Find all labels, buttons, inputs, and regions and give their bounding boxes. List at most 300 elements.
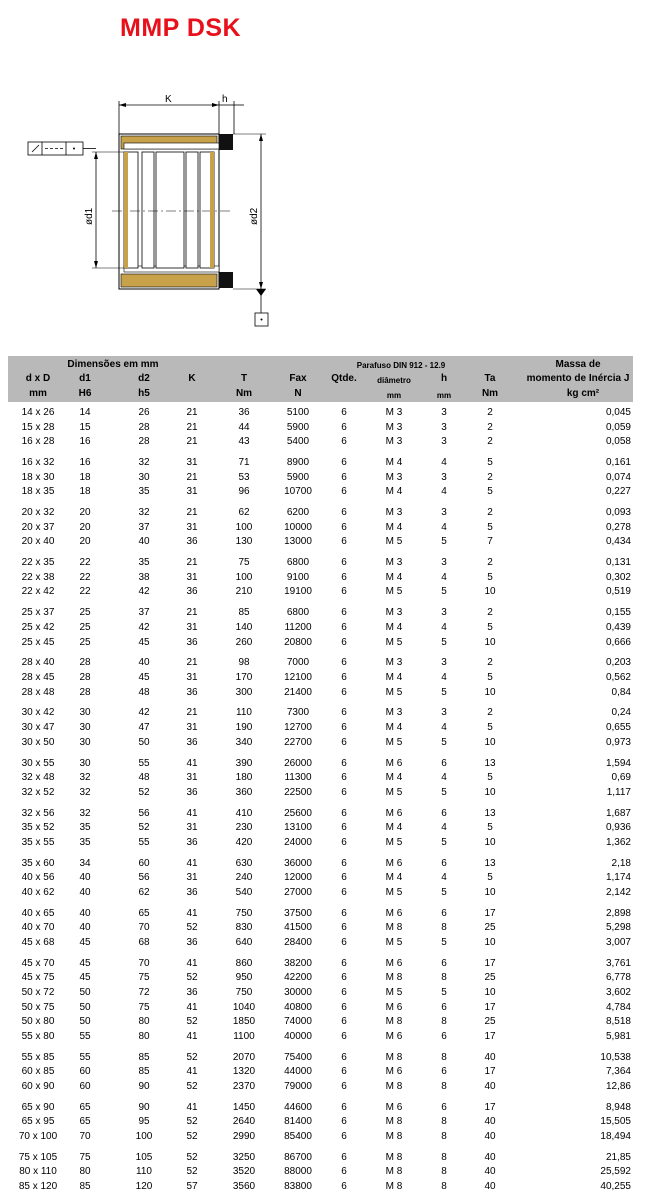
table-cell: 35 x 60 — [21, 857, 55, 869]
table-cell: 3,761 — [605, 957, 631, 969]
table-cell: 30 x 42 — [21, 707, 55, 719]
table-cell: 1,362 — [605, 836, 631, 848]
table-cell: 5 — [441, 987, 447, 999]
table-cell: 71 — [238, 457, 250, 469]
table-cell: 31 — [186, 722, 198, 734]
table-row — [8, 736, 633, 751]
table-row — [8, 571, 633, 586]
table-row — [8, 1130, 633, 1145]
table-cell: 42200 — [284, 972, 312, 984]
dim-h-label: h — [222, 94, 228, 105]
table-cell: 6 — [341, 1130, 347, 1142]
table-cell: 140 — [235, 621, 253, 633]
table-cell: 70 — [138, 922, 150, 934]
table-cell: 7300 — [286, 707, 310, 719]
col-diam: diâmetro — [377, 376, 411, 385]
col-Ta: Ta — [484, 373, 496, 384]
table-cell: 410 — [235, 807, 253, 819]
table-cell: 42 — [138, 621, 150, 633]
table-cell: 65 x 95 — [21, 1116, 55, 1128]
table-cell: 31 — [186, 872, 198, 884]
table-cell: 10 — [484, 636, 496, 648]
table-cell: 12000 — [284, 872, 312, 884]
table-cell: 3 — [441, 471, 447, 483]
table-cell: 20 x 32 — [21, 507, 55, 519]
table-cell: 2 — [487, 421, 493, 433]
col-d2: d2 — [138, 373, 150, 384]
table-cell: 22 — [79, 557, 91, 569]
table-cell: M 4 — [385, 872, 403, 884]
table-cell: 40 — [79, 886, 91, 898]
table-cell: 40 x 56 — [21, 872, 55, 884]
table-cell: 0,074 — [605, 471, 631, 483]
table-cell: 41 — [186, 1001, 198, 1013]
table-header — [8, 356, 633, 402]
header-dimensions: Dimensões em mm — [67, 359, 159, 370]
table-cell: 0,519 — [605, 586, 631, 598]
table-row — [8, 971, 633, 986]
table-cell: 36 — [186, 987, 198, 999]
table-cell: 5,298 — [605, 922, 631, 934]
table-cell: 65 — [79, 1116, 91, 1128]
table-cell: 56 — [138, 807, 150, 819]
table-cell: 36 — [238, 407, 250, 418]
table-cell: 2,898 — [605, 907, 631, 919]
table-cell: 260 — [235, 636, 253, 648]
table-row — [8, 1101, 633, 1116]
table-row — [8, 986, 633, 1001]
table-cell: 22 — [79, 571, 91, 583]
table-cell: 0,562 — [605, 671, 631, 683]
table-cell: 25 — [79, 607, 91, 619]
table-cell: 11200 — [284, 621, 312, 633]
table-cell: 17 — [484, 1066, 496, 1078]
table-cell: 15 x 28 — [21, 421, 55, 433]
table-cell: 2,18 — [611, 857, 631, 869]
table-cell: 55 — [79, 1051, 91, 1063]
table-cell: 30000 — [284, 987, 312, 999]
table-cell: 36 — [186, 536, 198, 548]
table-cell: 86700 — [284, 1151, 312, 1163]
table-cell: 28 — [138, 436, 150, 448]
table-cell: 6800 — [286, 557, 310, 569]
table-cell: 52 — [138, 786, 150, 798]
table-cell: 12700 — [284, 722, 312, 734]
table-cell: 57 — [186, 1181, 198, 1193]
table-cell: 3 — [441, 657, 447, 669]
table-cell: 21 — [186, 707, 198, 719]
table-cell: 4 — [441, 822, 447, 834]
table-row — [8, 506, 633, 521]
table-cell: 340 — [235, 736, 253, 748]
table-cell: 0,058 — [605, 436, 631, 448]
table-cell: 36 — [186, 736, 198, 748]
table-cell: 6 — [341, 407, 347, 418]
table-cell: 105 — [135, 1151, 153, 1163]
table-cell: 45 — [138, 636, 150, 648]
table-cell: 6 — [341, 521, 347, 533]
table-row — [8, 786, 633, 801]
table-cell: 2 — [487, 471, 493, 483]
table-cell: 52 — [186, 922, 198, 934]
table-cell: 0,059 — [605, 421, 631, 433]
table-cell: 0,434 — [605, 536, 631, 548]
table-cell: 90 — [138, 1080, 150, 1092]
table-cell: 28 — [79, 686, 91, 698]
table-cell: 21,85 — [605, 1151, 631, 1163]
table-cell: 2 — [487, 607, 493, 619]
table-row — [8, 456, 633, 471]
table-cell: 6 — [341, 607, 347, 619]
table-cell: M 8 — [385, 1116, 403, 1128]
table-cell: M 5 — [385, 836, 403, 848]
table-cell: 120 — [135, 1181, 153, 1193]
table-cell: M 4 — [385, 822, 403, 834]
table-cell: 56 — [138, 872, 150, 884]
table-cell: 630 — [235, 857, 253, 869]
table-cell: 100 — [235, 521, 253, 533]
table-cell: 20800 — [284, 636, 312, 648]
table-cell: 2 — [487, 507, 493, 519]
table-cell: 20 — [79, 521, 91, 533]
table-cell: 10 — [484, 987, 496, 999]
table-cell: 5 — [441, 586, 447, 598]
table-cell: 52 — [186, 1130, 198, 1142]
table-cell: 85 — [138, 1051, 150, 1063]
table-cell: M 8 — [385, 1080, 403, 1092]
table-cell: 5 — [441, 786, 447, 798]
table-row — [8, 1165, 633, 1180]
table-cell: 3560 — [232, 1181, 256, 1193]
table-cell: 52 — [186, 1166, 198, 1178]
table-cell: 6 — [341, 987, 347, 999]
table-cell: 6 — [341, 1030, 347, 1042]
table-cell: 0,439 — [605, 621, 631, 633]
table-cell: 0,666 — [605, 636, 631, 648]
table-cell: 88000 — [284, 1166, 312, 1178]
table-cell: 540 — [235, 886, 253, 898]
table-cell: 31 — [186, 486, 198, 498]
table-cell: M 3 — [385, 657, 403, 669]
table-cell: 0,302 — [605, 571, 631, 583]
table-row — [8, 886, 633, 901]
table-cell: 5 — [441, 686, 447, 698]
table-cell: 18 — [79, 486, 91, 498]
table-cell: 41 — [186, 1066, 198, 1078]
table-cell: M 6 — [385, 857, 403, 869]
table-cell: 17 — [484, 1030, 496, 1042]
table-cell: 25 — [484, 972, 496, 984]
table-cell: M 6 — [385, 807, 403, 819]
table-cell: 24000 — [284, 836, 312, 848]
dim-k-label: K — [165, 94, 172, 105]
table-row — [8, 671, 633, 686]
table-cell: 36 — [186, 886, 198, 898]
table-cell: M 3 — [385, 421, 403, 433]
table-cell: M 4 — [385, 521, 403, 533]
table-cell: 170 — [235, 671, 253, 683]
row-group — [8, 606, 633, 650]
table-cell: 10 — [484, 886, 496, 898]
table-cell: 0,131 — [605, 557, 631, 569]
table-cell: 60 x 85 — [21, 1066, 55, 1078]
table-cell: 6 — [341, 1101, 347, 1113]
table-cell: M 5 — [385, 686, 403, 698]
table-cell: 55 x 80 — [21, 1030, 55, 1042]
table-cell: 6 — [341, 1051, 347, 1063]
table-cell: 6 — [341, 972, 347, 984]
table-cell: 70 x 100 — [18, 1130, 58, 1142]
table-cell: 10 — [484, 786, 496, 798]
table-cell: 750 — [235, 987, 253, 999]
table-cell: 6 — [341, 1080, 347, 1092]
table-cell: 32 x 52 — [21, 786, 55, 798]
table-cell: 35 x 52 — [21, 822, 55, 834]
table-cell: 4 — [441, 671, 447, 683]
table-cell: M 5 — [385, 586, 403, 598]
table-row — [8, 807, 633, 822]
table-cell: 38200 — [284, 957, 312, 969]
table-cell: 85 — [238, 607, 250, 619]
table-cell: 5 — [487, 521, 493, 533]
table-cell: 6 — [341, 686, 347, 698]
table-cell: 5 — [487, 722, 493, 734]
table-cell: 16 — [79, 436, 91, 448]
table-cell: 6 — [341, 436, 347, 448]
table-cell: 6 — [341, 1116, 347, 1128]
table-row — [8, 1015, 633, 1030]
table-cell: 6 — [341, 957, 347, 969]
table-cell: 4 — [441, 457, 447, 469]
table-cell: 32 — [79, 786, 91, 798]
table-cell: 5 — [487, 872, 493, 884]
table-cell: 42 — [138, 586, 150, 598]
table-cell: 95 — [138, 1116, 150, 1128]
table-cell: 6 — [341, 1001, 347, 1013]
table-cell: 1,117 — [606, 786, 631, 798]
table-cell: M 8 — [385, 922, 403, 934]
table-cell: 41 — [186, 857, 198, 869]
table-cell: 75 — [79, 1151, 91, 1163]
table-cell: 0,203 — [605, 657, 631, 669]
table-cell: 6 — [441, 1101, 447, 1113]
table-row — [8, 771, 633, 786]
table-cell: 74000 — [284, 1016, 312, 1028]
table-cell: 0,655 — [605, 722, 631, 734]
table-cell: 48 — [138, 686, 150, 698]
table-cell: 31 — [186, 772, 198, 784]
table-cell: 1,174 — [605, 872, 631, 884]
table-cell: 20 x 37 — [21, 521, 55, 533]
table-cell: 32 — [79, 807, 91, 819]
table-cell: 8 — [441, 1130, 447, 1142]
table-cell: 80 — [79, 1166, 91, 1178]
table-cell: 8 — [441, 1016, 447, 1028]
table-cell: 1,594 — [605, 757, 631, 769]
unit-T: Nm — [235, 388, 253, 399]
table-cell: 6 — [341, 936, 347, 948]
table-cell: 5 — [441, 886, 447, 898]
table-cell: 45 x 75 — [21, 972, 55, 984]
page-title: MMP DSK — [120, 14, 242, 42]
table-cell: 1320 — [232, 1066, 256, 1078]
table-cell: M 8 — [385, 1016, 403, 1028]
table-cell: 8,948 — [605, 1101, 631, 1113]
table-cell: 15,505 — [600, 1116, 631, 1128]
table-cell: 37500 — [284, 907, 312, 919]
table-cell: 85 x 120 — [18, 1181, 58, 1193]
table-row — [8, 1115, 633, 1130]
table-cell: 6 — [341, 722, 347, 734]
table-cell: 6 — [341, 786, 347, 798]
table-cell: 30 — [138, 471, 150, 483]
table-row — [8, 485, 633, 500]
table-cell: 5 — [441, 736, 447, 748]
table-cell: 300 — [235, 686, 253, 698]
table-cell: 7 — [487, 536, 493, 548]
table-cell: 13100 — [284, 822, 312, 834]
table-cell: 44000 — [284, 1066, 312, 1078]
table-cell: 40 — [138, 657, 150, 669]
table-cell: 8 — [441, 1080, 447, 1092]
row-group — [8, 1151, 633, 1195]
table-cell: 6 — [341, 421, 347, 433]
table-row — [8, 406, 633, 421]
table-cell: 6 — [341, 507, 347, 519]
table-cell: 32 x 48 — [21, 772, 55, 784]
table-cell: M 4 — [385, 671, 403, 683]
table-row — [8, 1030, 633, 1045]
table-cell: 21 — [186, 407, 198, 418]
table-cell: 8 — [441, 1051, 447, 1063]
table-cell: 20 — [79, 536, 91, 548]
table-cell: 13000 — [284, 536, 312, 548]
table-cell: 40 — [79, 872, 91, 884]
table-cell: 6 — [341, 671, 347, 683]
table-cell: 5 — [487, 486, 493, 498]
table-cell: M 6 — [385, 757, 403, 769]
table-cell: 7,364 — [605, 1066, 631, 1078]
table-cell: 65 x 90 — [21, 1101, 55, 1113]
table-row — [8, 1001, 633, 1016]
table-cell: 65 — [79, 1101, 91, 1113]
table-cell: 98 — [238, 657, 250, 669]
table-cell: 40 — [484, 1166, 496, 1178]
table-cell: M 3 — [385, 436, 403, 448]
table-row — [8, 1065, 633, 1080]
table-cell: 25 x 37 — [21, 607, 55, 619]
table-cell: 6 — [341, 872, 347, 884]
table-row — [8, 636, 633, 651]
table-row — [8, 907, 633, 922]
table-cell: 65 — [138, 907, 150, 919]
table-cell: M 4 — [385, 621, 403, 633]
table-cell: 0,936 — [605, 822, 631, 834]
table-cell: 8,518 — [605, 1016, 631, 1028]
table-cell: 230 — [235, 822, 253, 834]
table-cell: 40 x 65 — [21, 907, 55, 919]
table-cell: M 6 — [385, 1030, 403, 1042]
table-cell: 6 — [341, 822, 347, 834]
table-cell: 90 — [138, 1101, 150, 1113]
table-cell: 18 x 35 — [21, 486, 55, 498]
table-cell: 21400 — [284, 686, 312, 698]
table-cell: 16 x 32 — [21, 457, 55, 469]
table-cell: 25600 — [284, 807, 312, 819]
table-cell: 5 — [487, 457, 493, 469]
table-row — [8, 957, 633, 972]
table-cell: 13 — [484, 757, 496, 769]
table-cell: 13 — [484, 807, 496, 819]
table-cell: 0,973 — [605, 736, 631, 748]
table-cell: M 8 — [385, 1151, 403, 1163]
table-cell: 52 — [138, 822, 150, 834]
table-cell: 60 — [138, 857, 150, 869]
table-cell: 6 — [441, 1001, 447, 1013]
dim-d1-label: ød1 — [84, 207, 95, 225]
table-cell: 41 — [186, 1030, 198, 1042]
table-cell: 10 — [484, 686, 496, 698]
table-cell: 21 — [186, 557, 198, 569]
row-group — [8, 957, 633, 1045]
table-cell: 34 — [79, 857, 91, 869]
table-cell: 3 — [441, 421, 447, 433]
table-cell: 21 — [186, 471, 198, 483]
table-cell: 6 — [341, 772, 347, 784]
table-cell: 6 — [341, 736, 347, 748]
table-cell: 5400 — [286, 436, 310, 448]
table-cell: 60 x 90 — [21, 1080, 55, 1092]
technical-drawing — [0, 85, 300, 330]
table-cell: 6 — [441, 907, 447, 919]
table-cell: 0,161 — [605, 457, 631, 469]
table-cell: 6 — [341, 471, 347, 483]
table-cell: M 8 — [385, 1130, 403, 1142]
table-cell: 6 — [341, 907, 347, 919]
table-cell: 75 — [238, 557, 250, 569]
table-row — [8, 857, 633, 872]
row-group — [8, 556, 633, 600]
table-cell: 43 — [238, 436, 250, 448]
row-group — [8, 656, 633, 700]
table-cell: 40 — [484, 1151, 496, 1163]
table-cell: M 8 — [385, 972, 403, 984]
table-cell: 35 — [138, 486, 150, 498]
table-cell: 22 x 38 — [21, 571, 55, 583]
table-cell: M 6 — [385, 1066, 403, 1078]
table-cell: 4 — [441, 571, 447, 583]
unit-Fax: N — [294, 388, 302, 399]
table-cell: 1850 — [232, 1016, 256, 1028]
table-cell: 6 — [341, 1151, 347, 1163]
table-cell: 75 — [138, 1001, 150, 1013]
table-cell: 6 — [341, 571, 347, 583]
table-cell: 1040 — [232, 1001, 256, 1013]
table-cell: 6 — [441, 957, 447, 969]
table-cell: 52 — [186, 1151, 198, 1163]
table-cell: 14 — [79, 407, 91, 418]
table-cell: 11300 — [284, 772, 312, 784]
table-cell: 6 — [341, 536, 347, 548]
table-cell: 2 — [487, 436, 493, 448]
table-row — [8, 757, 633, 772]
table-cell: 37 — [138, 607, 150, 619]
table-row — [8, 435, 633, 450]
table-cell: 6 — [441, 1030, 447, 1042]
table-cell: M 3 — [385, 507, 403, 519]
table-cell: M 6 — [385, 1101, 403, 1113]
table-cell: M 3 — [385, 557, 403, 569]
